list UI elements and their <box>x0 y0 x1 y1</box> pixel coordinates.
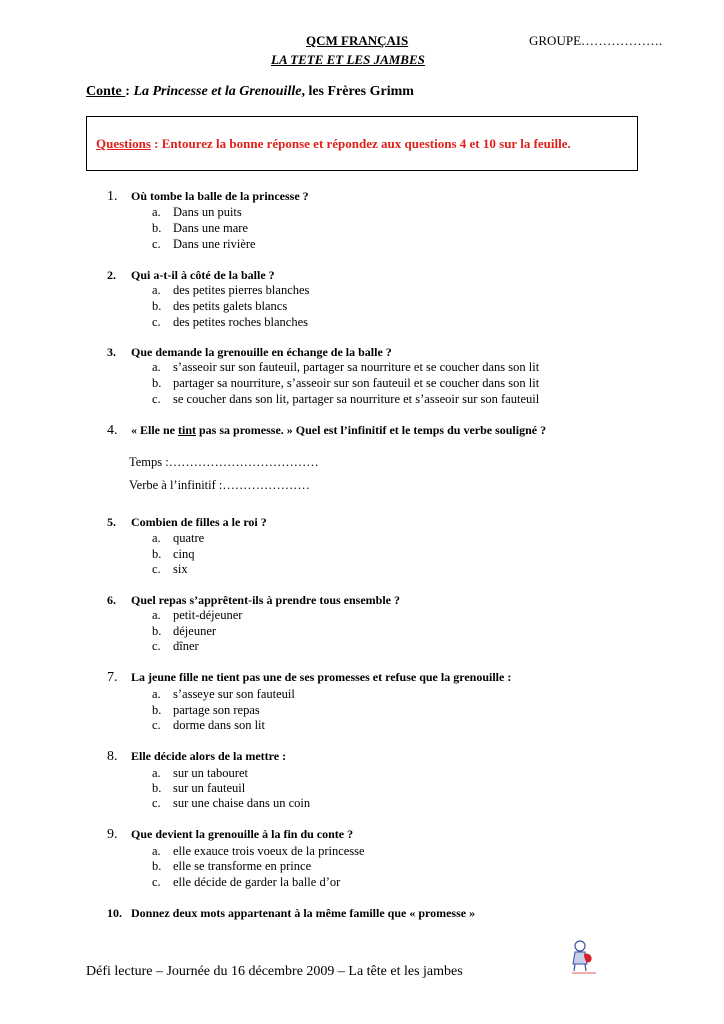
option-9a[interactable]: a. elle exauce trois voeux de la princesse <box>152 844 365 858</box>
option-6c[interactable]: c. dîner <box>152 639 199 653</box>
option-6b[interactable]: b. déjeuner <box>152 624 217 638</box>
option-7a[interactable]: a. s’asseye sur son fauteuil <box>152 687 295 701</box>
question-5: 5. Combien de filles a le roi ? <box>107 515 267 529</box>
option-8b[interactable]: b. sur un fauteuil <box>152 781 246 795</box>
option-3c[interactable]: c. se coucher dans son lit, partager sa nourriture et s’asseoir sur son fauteuil <box>152 392 540 406</box>
option-8c[interactable]: c. sur une chaise dans un coin <box>152 796 311 810</box>
underlined-verb: tint <box>178 423 196 437</box>
option-6a[interactable]: a. petit-déjeuner <box>152 608 243 622</box>
conte-line <box>86 84 414 100</box>
conte-colon: : <box>125 84 134 99</box>
question-3: 3. Que demande la grenouille en échange de la balle ? <box>107 345 392 359</box>
doc-title: QCM FRANÇAIS <box>306 33 409 48</box>
instructions-label: Questions <box>96 136 151 151</box>
instructions <box>96 136 571 152</box>
option-5c[interactable]: c. six <box>152 562 188 576</box>
conte-author: , les Frères Grimm <box>301 84 414 99</box>
question-1: 1. Où tombe la balle de la princesse ? <box>107 189 309 204</box>
mascot-logo-icon <box>566 938 600 978</box>
option-5b[interactable]: b. cinq <box>152 547 195 561</box>
option-9c[interactable]: c. elle décide de garder la balle d’or <box>152 875 341 889</box>
answer-temps[interactable]: Temps :……………………………… <box>129 455 319 469</box>
doc-subtitle: LA TETE ET LES JAMBES <box>271 52 425 67</box>
option-3b[interactable]: b. partager sa nourriture, s’asseoir sur son fauteuil et se coucher dans son lit <box>152 376 540 390</box>
question-4: 4. « Elle ne tint pas sa promesse. » Quel est l’infinitif et le temps du verbe souligné ? <box>107 423 547 438</box>
option-7b[interactable]: b. partage son repas <box>152 703 260 717</box>
option-1b[interactable]: b. Dans une mare <box>152 221 248 235</box>
footer-text: Défi lecture – Journée du 16 décembre 2009 – La tête et les jambes <box>86 964 463 979</box>
question-7: 7. La jeune fille ne tient pas une de ses promesses et refuse que la grenouille : <box>107 670 512 685</box>
question-8: 8. Elle décide alors de la mettre : <box>107 749 287 764</box>
question-10: 10. Donnez deux mots appartenant à la même famille que « promesse » <box>107 906 476 920</box>
option-9b[interactable]: b. elle se transforme en prince <box>152 859 312 873</box>
conte-title: La Princesse et la Grenouille <box>133 84 302 99</box>
instructions-text: : Entourez la bonne réponse et répondez aux questions 4 et 10 sur la feuille. <box>150 136 571 151</box>
option-7c[interactable]: c. dorme dans son lit <box>152 718 266 732</box>
option-5a[interactable]: a. quatre <box>152 531 205 545</box>
question-2: 2. Qui a-t-il à côté de la balle ? <box>107 268 275 282</box>
option-2a[interactable]: a. des petites pierres blanches <box>152 283 310 297</box>
option-3a[interactable]: a. s’asseoir sur son fauteuil, partager sa nourriture et se coucher dans son lit <box>152 360 540 374</box>
option-2c[interactable]: c. des petites roches blanches <box>152 315 309 329</box>
group-field: GROUPE………………. <box>529 33 663 48</box>
question-9: 9. Que devient la grenouille à la fin du conte ? <box>107 827 354 842</box>
option-1a[interactable]: a. Dans un puits <box>152 205 242 219</box>
answer-infinitif[interactable]: Verbe à l’infinitif :………………… <box>129 478 310 492</box>
option-2b[interactable]: b. des petits galets blancs <box>152 299 288 313</box>
question-6: 6. Quel repas s’apprêtent-ils à prendre tous ensemble ? <box>107 593 400 607</box>
option-1c[interactable]: c. Dans une rivière <box>152 237 256 251</box>
conte-label: Conte <box>86 84 126 99</box>
option-8a[interactable]: a. sur un tabouret <box>152 766 248 780</box>
